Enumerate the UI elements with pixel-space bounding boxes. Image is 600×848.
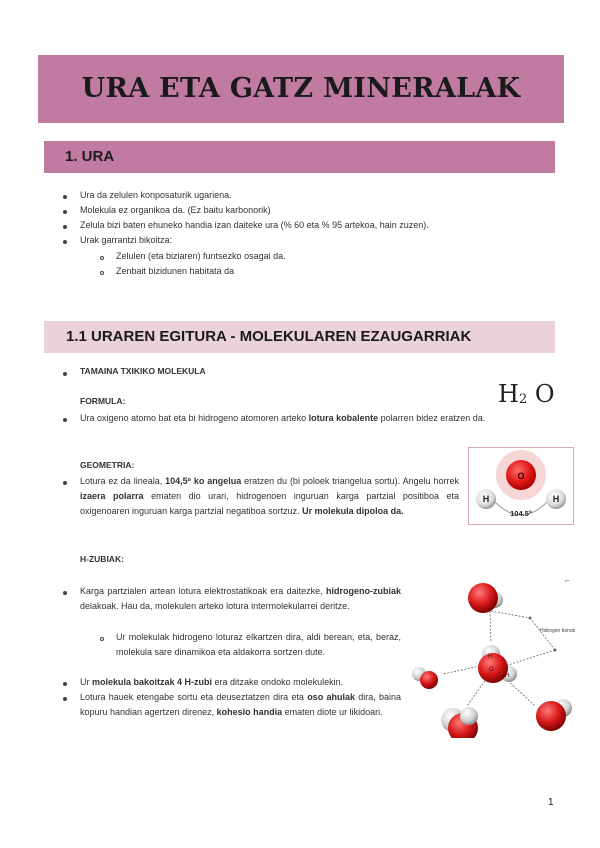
oxygen-atom	[468, 583, 498, 613]
bullet-dot	[63, 682, 67, 686]
h2o-formula-image: H2 O	[498, 380, 555, 408]
bullet-dot	[63, 210, 67, 214]
sub-bullet-circle	[100, 256, 104, 260]
list-item: Urak garrantzi bikoitza:	[80, 235, 173, 245]
formula-label: FORMULA:	[80, 396, 126, 406]
hydrogen-atom	[460, 707, 478, 725]
hydrogen-bonds-caption: Hidrogen bonds	[540, 628, 576, 634]
bullet-dot	[63, 481, 67, 485]
bullet-dot	[63, 225, 67, 229]
hydrogen-symbol: H	[488, 654, 493, 660]
small-molecule-label: TAMAINA TXIKIKO MOLEKULA	[80, 366, 206, 376]
bullet-dot	[63, 372, 67, 376]
geometry-paragraph: Lotura ez da lineala, 104,5º ko angelua eratzen du (bi poloek triangelua sortu). Angelu horrek izaera polarra ematen dio urari, hidrogenoen inguruan karga partzial positiboa eta oxigenoaren inguruan karga partzial negatiboa sortzuz. Ur molekula dipoloa da.	[80, 476, 459, 516]
hydrogen-bond-sub-paragraph: Ur molekulak hidrogeno loturaz elkartzen dira, aldi berean, eta, beraz, molekula sare dinamikoa eta aldakorra sortzen dute.	[116, 632, 401, 657]
list-item: Zelula bizi baten ehuneko handia izan daiteke ura (% 60 eta % 95 artekoa, hain zuzen).	[80, 220, 429, 230]
bond-node	[529, 617, 532, 620]
list-item: Molekula ez organikoa da. (Ez baitu karbonorik)	[80, 205, 271, 215]
hydrogen-bond-paragraph: Karga partzialen artean lotura elektrostatikoak era daitezke, hidrogeno-zubiak delakoak. Hau da, molekulen arteko lotura intermolekularrei deritze.	[80, 586, 401, 611]
hydrogen-symbol: H	[552, 494, 560, 504]
section-1-1-title: 1.1 URAREN EGITURA - MOLEKULAREN EZAUGARRIAK	[66, 328, 472, 345]
bullet-dot	[63, 697, 67, 701]
sub-list-item: Zelulen (eta biziaren) funtsezko osagai da.	[116, 251, 286, 261]
section-1-header	[44, 141, 555, 173]
bond-node	[554, 649, 557, 652]
angle-label: 104.5°	[510, 509, 532, 518]
section-1-title: 1. URA	[65, 148, 115, 165]
oxygen-symbol: O	[517, 471, 525, 481]
sub-list-item: Zenbait bizidunen habitata da	[116, 266, 235, 276]
hydrogen-bond-label: H-ZUBIAK:	[80, 554, 124, 564]
page-number: 1	[548, 797, 554, 808]
geometry-label: GEOMETRIA:	[80, 460, 135, 470]
bullet-dot	[63, 240, 67, 244]
hydrogen-symbol: H	[505, 673, 510, 679]
sub-bullet-circle	[100, 637, 104, 641]
title-banner	[38, 55, 564, 123]
partial-molecule-mark: ⌐ ˜	[565, 578, 575, 585]
page-title: URA ETA GATZ MINERALAK	[81, 73, 521, 104]
oxygen-atom	[536, 701, 566, 731]
sub-bullet-circle	[100, 271, 104, 275]
oxygen-symbol: O	[489, 667, 494, 673]
bullet-dot	[63, 418, 67, 422]
list-item: Ura da zelulen konposaturik ugariena.	[80, 190, 232, 200]
bullet-dot	[63, 591, 67, 595]
bullet-dot	[63, 195, 67, 199]
hydrogen-bond-network-diagram	[405, 578, 585, 738]
formula-paragraph: Ura oxigeno atomo bat eta bi hidrogeno atomoren arteko lotura kobalente polarren bidez eratzen da.	[80, 413, 486, 423]
four-bonds-paragraph: Ur molekula bakoitzak 4 H-zubi era ditzake ondoko molekulekin.	[80, 677, 344, 687]
hydrogen-symbol: H	[482, 494, 490, 504]
section-1-1-header	[44, 321, 555, 353]
water-molecule-diagram	[468, 447, 574, 525]
bond-strength-paragraph: Lotura hauek etengabe sortu eta deuseztatzen dira eta oso ahulak dira, baina kopuru handian agertzen direnez, kohesio handia ematen diote ur likidoari.	[80, 692, 401, 717]
oxygen-atom	[420, 671, 438, 689]
